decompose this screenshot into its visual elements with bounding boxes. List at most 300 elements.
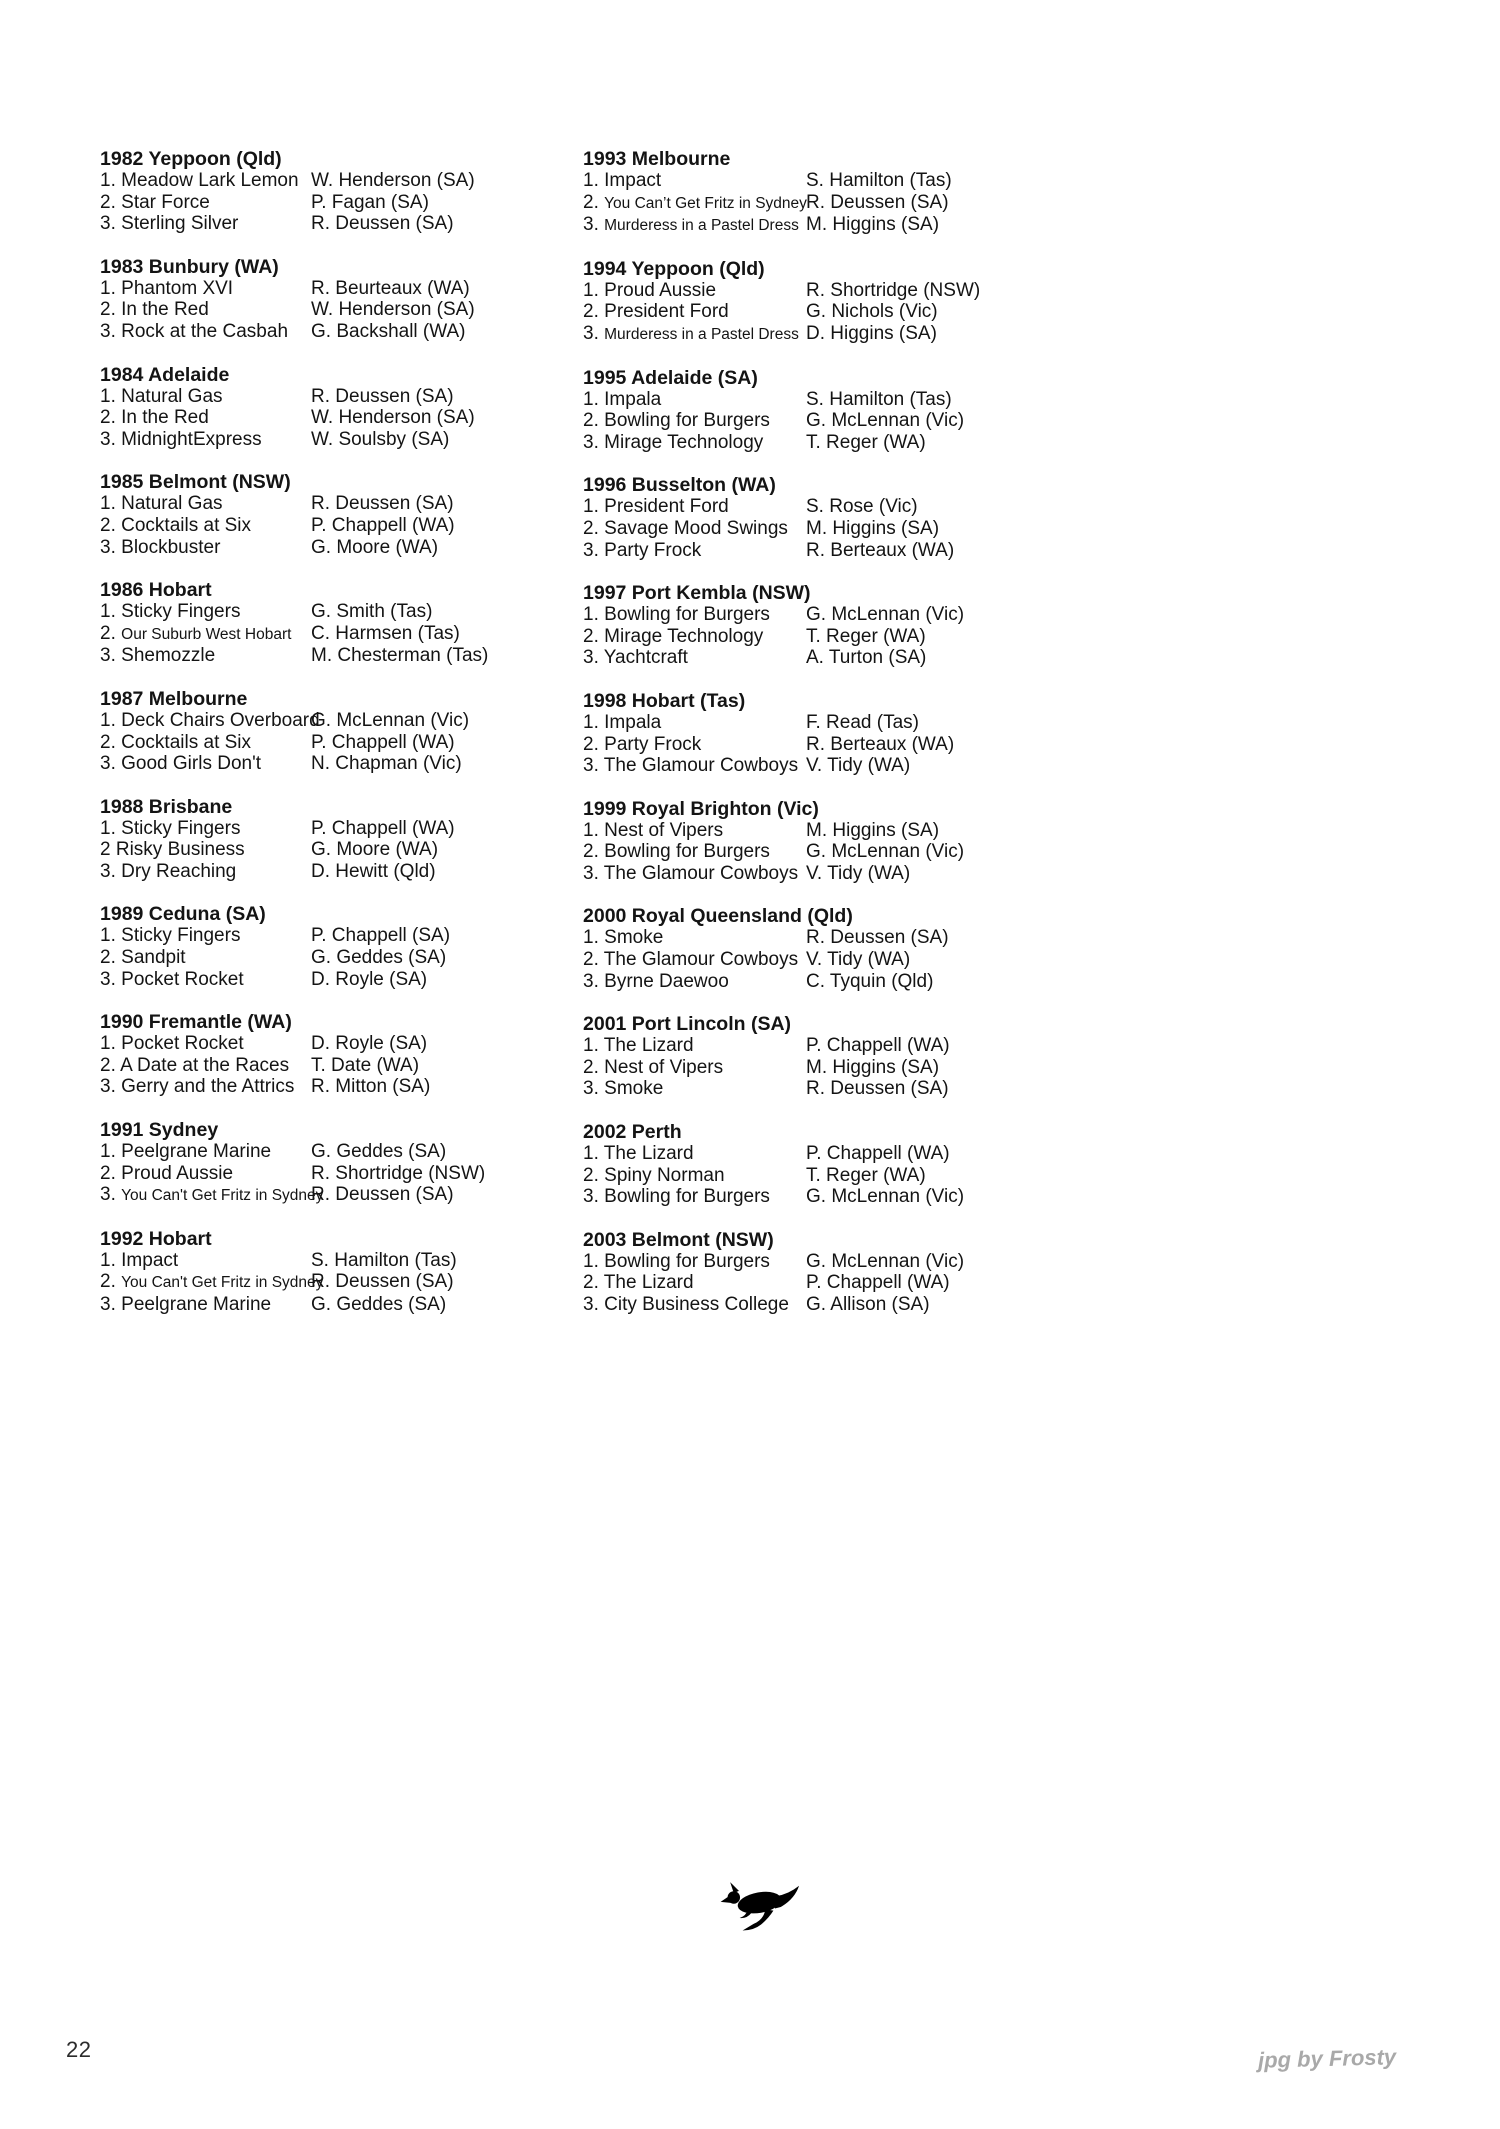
skipper-name: R. Deussen (SA) xyxy=(806,191,949,213)
skipper-name: M. Higgins (SA) xyxy=(806,819,940,841)
place-number: 2. xyxy=(583,517,599,539)
boat-name: Murderess in a Pastel Dress xyxy=(604,325,799,343)
place-number: 1. xyxy=(583,496,599,518)
kangaroo-icon xyxy=(714,1876,802,1938)
result-row xyxy=(583,323,1103,346)
year-location-heading: 1993 Melbourne xyxy=(583,148,731,170)
place-number: 3. xyxy=(100,320,116,342)
skipper-name: R. Mitton (SA) xyxy=(311,1076,431,1098)
result-row xyxy=(583,841,1103,863)
boat-name: Byrne Daewoo xyxy=(604,970,729,992)
place-number: 1. xyxy=(100,925,116,947)
boat-name: Spiny Norman xyxy=(604,1164,725,1186)
skipper-name: V. Tidy (WA) xyxy=(806,755,911,777)
boat-name: Sticky Fingers xyxy=(121,601,241,623)
place-number: 3. xyxy=(583,755,599,777)
result-row xyxy=(583,1078,1103,1100)
year-block xyxy=(100,796,580,883)
place-number: 3. xyxy=(100,753,116,775)
boat-name: Pocket Rocket xyxy=(121,968,244,990)
place-number: 3. xyxy=(100,968,116,990)
result-row xyxy=(583,971,1103,993)
place-number: 3. xyxy=(583,970,599,992)
boat-name: A Date at the Races xyxy=(120,1054,290,1076)
boat-name: Yachtcraft xyxy=(603,647,688,669)
skipper-name: C. Harmsen (Tas) xyxy=(311,622,460,644)
place-number: 3. xyxy=(100,213,116,235)
skipper-name: G. McLennan (Vic) xyxy=(806,1186,965,1208)
year-location-heading: 1987 Melbourne xyxy=(100,687,248,710)
result-row xyxy=(583,432,1103,454)
boat-name: Natural Gas xyxy=(121,385,223,407)
boat-name: Good Girls Don't xyxy=(121,753,261,775)
result-row xyxy=(100,1055,580,1077)
year-location-heading: 1983 Bunbury (WA) xyxy=(100,255,279,278)
boat-name: Impact xyxy=(604,170,662,191)
skipper-name: R. Berteaux (WA) xyxy=(806,539,955,561)
place-number: 1. xyxy=(100,1141,116,1163)
place-number: 2. xyxy=(583,733,599,755)
boat-name: Meadow Lark Lemon xyxy=(121,170,299,191)
year-block xyxy=(583,1013,1103,1100)
place-number: 2. xyxy=(583,625,599,647)
year-block xyxy=(583,258,1103,346)
place-number: 1. xyxy=(583,927,599,949)
place-number: 3. xyxy=(583,1294,599,1315)
skipper-name: D. Higgins (SA) xyxy=(806,322,937,344)
place-number: 1. xyxy=(583,1143,599,1165)
boat-name: The Lizard xyxy=(603,1272,694,1294)
place-number: 3. xyxy=(583,647,599,669)
place-number: 2. xyxy=(583,1056,599,1078)
results-column-left xyxy=(100,148,580,1337)
place-number: 1. xyxy=(100,385,116,407)
boat-name: The Lizard xyxy=(603,1143,694,1165)
boat-name: Shemozzle xyxy=(121,645,216,667)
skipper-name: T. Reger (WA) xyxy=(806,431,926,453)
result-row xyxy=(100,623,580,646)
skipper-name: G. Nichols (Vic) xyxy=(806,301,938,323)
place-number: 1. xyxy=(583,1250,599,1272)
year-block xyxy=(100,148,580,235)
skipper-name: S. Hamilton (Tas) xyxy=(311,1249,457,1271)
result-row xyxy=(100,645,580,667)
boat-name: Gerry and the Attrics xyxy=(121,1076,295,1098)
year-block xyxy=(583,905,1103,992)
boat-name: Smoke xyxy=(604,927,664,949)
result-row xyxy=(583,755,1103,777)
year-location-heading: 1999 Royal Brighton (Vic) xyxy=(583,797,819,820)
place-number: 2 xyxy=(100,839,111,861)
boat-name: The Glamour Cowboys xyxy=(603,755,799,777)
year-location-heading: 1988 Brisbane xyxy=(100,795,233,818)
result-row xyxy=(583,540,1103,562)
boat-name: Impala xyxy=(604,388,662,410)
skipper-name: G. Geddes (SA) xyxy=(311,1294,447,1315)
skipper-name: R. Beurteaux (WA) xyxy=(311,277,470,299)
result-row xyxy=(583,949,1103,971)
result-row xyxy=(583,1251,1103,1273)
place-number: 1. xyxy=(583,819,599,841)
boat-name: Bowling for Burgers xyxy=(604,604,770,626)
year-block xyxy=(583,148,1103,237)
skipper-name: G. Geddes (SA) xyxy=(311,947,447,969)
result-row xyxy=(583,1165,1103,1187)
result-row xyxy=(100,601,580,623)
result-row xyxy=(583,863,1103,885)
skipper-name: R. Deussen (SA) xyxy=(806,1078,949,1100)
result-row xyxy=(100,1250,580,1272)
results-column-right xyxy=(583,148,1103,1337)
result-row xyxy=(100,925,580,947)
place-number: 1. xyxy=(583,711,599,733)
place-number: 1. xyxy=(100,170,116,191)
place-number: 2. xyxy=(583,1272,599,1294)
result-row xyxy=(583,734,1103,756)
result-row xyxy=(100,170,580,192)
result-row xyxy=(583,604,1103,626)
skipper-name: V. Tidy (WA) xyxy=(806,862,911,884)
year-block xyxy=(100,579,580,667)
year-block xyxy=(100,1011,580,1098)
result-row xyxy=(100,493,580,515)
year-location-heading: 2002 Perth xyxy=(583,1121,682,1144)
place-number: 2. xyxy=(583,301,599,323)
boat-name: Peelgrane Marine xyxy=(121,1141,272,1163)
result-row xyxy=(100,192,580,214)
result-row xyxy=(583,518,1103,540)
page-number: 22 xyxy=(66,2037,92,2062)
skipper-name: W. Henderson (SA) xyxy=(311,299,475,321)
skipper-name: T. Reger (WA) xyxy=(806,1164,926,1186)
year-block xyxy=(100,1119,580,1207)
skipper-name: W. Soulsby (SA) xyxy=(311,428,450,450)
boat-name: Blockbuster xyxy=(121,536,221,558)
skipper-name: G. Allison (SA) xyxy=(806,1294,930,1315)
year-location-heading: 2003 Belmont (NSW) xyxy=(583,1228,774,1251)
skipper-name: G. McLennan (Vic) xyxy=(806,604,965,626)
result-row xyxy=(583,647,1103,669)
skipper-name: M. Chesterman (Tas) xyxy=(311,645,489,667)
place-number: 2. xyxy=(583,410,599,432)
result-row xyxy=(583,1186,1103,1208)
result-row xyxy=(100,515,580,537)
skipper-name: G. McLennan (Vic) xyxy=(806,410,965,432)
result-row xyxy=(100,278,580,300)
boat-name: President Ford xyxy=(604,301,729,323)
result-row xyxy=(100,537,580,559)
boat-name: Impala xyxy=(604,711,662,733)
skipper-name: S. Hamilton (Tas) xyxy=(806,388,952,410)
result-row xyxy=(100,1271,580,1294)
place-number: 1. xyxy=(100,601,116,623)
year-block xyxy=(100,688,580,775)
result-row xyxy=(100,299,580,321)
skipper-name: R. Berteaux (WA) xyxy=(806,733,955,755)
year-block xyxy=(100,471,580,558)
year-location-heading: 1986 Hobart xyxy=(100,579,212,602)
place-number: 1. xyxy=(583,388,599,410)
result-row xyxy=(100,969,580,991)
skipper-name: P. Chappell (WA) xyxy=(311,731,455,753)
boat-name: Risky Business xyxy=(115,839,245,861)
year-block xyxy=(100,1228,580,1316)
place-number: 3. xyxy=(100,645,116,667)
place-number: 1. xyxy=(583,279,599,301)
boat-name: The Glamour Cowboys xyxy=(603,949,799,971)
skipper-name: R. Deussen (SA) xyxy=(311,385,454,407)
year-block xyxy=(583,1229,1103,1316)
boat-name: Savage Mood Swings xyxy=(604,517,788,539)
year-location-heading: 1997 Port Kembla (NSW) xyxy=(583,582,811,605)
result-row xyxy=(583,301,1103,323)
place-number: 3. xyxy=(100,1184,116,1206)
year-location-heading: 1990 Fremantle (WA) xyxy=(100,1011,292,1034)
skipper-name: R. Deussen (SA) xyxy=(311,213,454,235)
result-row xyxy=(100,732,580,754)
place-number: 2. xyxy=(583,1164,599,1186)
skipper-name: R. Deussen (SA) xyxy=(311,1184,454,1206)
skipper-name: G. McLennan (Vic) xyxy=(311,709,470,731)
place-number: 3. xyxy=(100,1294,116,1315)
place-number: 2. xyxy=(583,841,599,863)
skipper-name: W. Henderson (SA) xyxy=(311,407,475,429)
place-number: 1. xyxy=(100,277,116,299)
result-row xyxy=(583,389,1103,411)
skipper-name: P. Chappell (WA) xyxy=(806,1143,950,1165)
year-location-heading: 1982 Yeppoon (Qld) xyxy=(100,148,282,170)
place-number: 3. xyxy=(583,1186,599,1208)
year-block xyxy=(100,364,580,451)
skipper-name: P. Chappell (WA) xyxy=(311,817,455,839)
skipper-name: S. Hamilton (Tas) xyxy=(806,170,952,191)
place-number: 2. xyxy=(100,299,116,321)
place-number: 1. xyxy=(100,817,116,839)
result-row xyxy=(100,1184,580,1207)
boat-name: You Can't Get Fritz in Sydney xyxy=(121,1187,324,1205)
skipper-name: P. Chappell (WA) xyxy=(806,1035,950,1057)
place-number: 3. xyxy=(100,428,116,450)
result-row xyxy=(100,321,580,343)
skipper-name: P. Chappell (SA) xyxy=(311,925,451,947)
place-number: 2. xyxy=(100,191,116,213)
skipper-name: A. Turton (SA) xyxy=(806,647,927,669)
year-location-heading: 1992 Hobart xyxy=(100,1227,212,1250)
boat-name: Sterling Silver xyxy=(121,213,239,235)
year-location-heading: 1991 Sydney xyxy=(100,1119,219,1142)
place-number: 3. xyxy=(583,1078,599,1100)
place-number: 2. xyxy=(100,407,116,429)
boat-name: Phantom XVI xyxy=(121,277,234,299)
skipper-name: S. Rose (Vic) xyxy=(806,496,918,518)
boat-name: You Can’t Get Fritz in Sydney xyxy=(604,194,807,212)
boat-name: Bowling for Burgers xyxy=(604,410,770,432)
place-number: 3. xyxy=(583,539,599,561)
result-row xyxy=(583,1057,1103,1079)
boat-name: Cocktails at Six xyxy=(121,731,252,753)
skipper-name: G. Geddes (SA) xyxy=(311,1141,447,1163)
place-number: 1. xyxy=(583,604,599,626)
boat-name: In the Red xyxy=(121,299,209,321)
place-number: 2. xyxy=(583,949,599,971)
boat-name: Our Suburb West Hobart xyxy=(121,625,292,643)
skipper-name: T. Date (WA) xyxy=(311,1054,420,1076)
place-number: 3. xyxy=(100,1076,116,1098)
boat-name: Star Force xyxy=(121,191,210,213)
boat-name: Dry Reaching xyxy=(121,860,237,882)
boat-name: Deck Chairs Overboard xyxy=(121,709,320,731)
year-location-heading: 1984 Adelaide xyxy=(100,363,230,386)
boat-name: Nest of Vipers xyxy=(604,1056,724,1078)
year-location-heading: 1995 Adelaide (SA) xyxy=(583,366,758,389)
boat-name: Sticky Fingers xyxy=(121,817,241,839)
place-number: 3. xyxy=(583,431,599,453)
year-block xyxy=(100,903,580,990)
skipper-name: R. Deussen (SA) xyxy=(806,927,949,949)
result-row xyxy=(100,753,580,775)
year-block xyxy=(583,798,1103,885)
result-row xyxy=(100,818,580,840)
place-number: 2. xyxy=(100,514,116,536)
boat-name: Mirage Technology xyxy=(604,431,764,453)
skipper-name: M. Higgins (SA) xyxy=(806,214,940,236)
result-row xyxy=(100,1076,580,1098)
skipper-name: G. Smith (Tas) xyxy=(311,601,433,623)
boat-name: Murderess in a Pastel Dress xyxy=(604,217,799,235)
skipper-name: V. Tidy (WA) xyxy=(806,949,911,971)
boat-name: The Lizard xyxy=(603,1035,694,1057)
place-number: 1. xyxy=(583,170,599,191)
boat-name: Nest of Vipers xyxy=(604,819,724,841)
boat-name: You Can't Get Fritz in Sydney xyxy=(121,1274,324,1292)
year-block xyxy=(583,474,1103,561)
place-number: 2. xyxy=(100,731,116,753)
year-location-heading: 1989 Ceduna (SA) xyxy=(100,903,266,926)
place-number: 3. xyxy=(583,862,599,884)
boat-name: Sandpit xyxy=(121,947,186,969)
result-row xyxy=(100,861,580,883)
skipper-name: P. Chappell (WA) xyxy=(806,1272,950,1294)
boat-name: In the Red xyxy=(121,407,209,429)
place-number: 1. xyxy=(100,493,116,515)
result-row xyxy=(100,386,580,408)
skipper-name: G. McLennan (Vic) xyxy=(806,1250,965,1272)
skipper-name: R. Deussen (SA) xyxy=(311,1271,454,1293)
boat-name: City Business College xyxy=(604,1294,789,1315)
place-number: 2. xyxy=(100,622,116,644)
skipper-name: G. McLennan (Vic) xyxy=(806,841,965,863)
boat-name: Impact xyxy=(121,1249,179,1271)
result-row xyxy=(100,710,580,732)
boat-name: Mirage Technology xyxy=(604,625,764,647)
year-location-heading: 1998 Hobart (Tas) xyxy=(583,689,746,712)
year-block xyxy=(583,1121,1103,1208)
skipper-name: T. Reger (WA) xyxy=(806,625,926,647)
skipper-name: P. Chappell (WA) xyxy=(311,514,455,536)
result-row xyxy=(100,213,580,235)
place-number: 2. xyxy=(100,1271,116,1293)
year-location-heading: 2000 Royal Queensland (Qld) xyxy=(583,905,853,928)
boat-name: Proud Aussie xyxy=(604,279,717,301)
boat-name: Pocket Rocket xyxy=(121,1033,244,1055)
skipper-name: R. Shortridge (NSW) xyxy=(311,1162,486,1184)
result-row xyxy=(583,1272,1103,1294)
place-number: 3. xyxy=(100,860,116,882)
boat-name: MidnightExpress xyxy=(121,428,262,450)
boat-name: Peelgrane Marine xyxy=(121,1294,272,1315)
result-row xyxy=(583,170,1103,192)
skipper-name: G. Backshall (WA) xyxy=(311,320,466,342)
skipper-name: M. Higgins (SA) xyxy=(806,517,940,539)
result-row xyxy=(100,1163,580,1185)
place-number: 3. xyxy=(583,322,599,344)
year-block xyxy=(583,582,1103,669)
skipper-name: F. Read (Tas) xyxy=(806,711,919,733)
place-number: 1. xyxy=(100,1033,116,1055)
year-location-heading: 1985 Belmont (NSW) xyxy=(100,471,291,494)
skipper-name: C. Tyquin (Qld) xyxy=(806,970,934,992)
result-row xyxy=(583,626,1103,648)
year-location-heading: 2001 Port Lincoln (SA) xyxy=(583,1013,792,1036)
boat-name: Bowling for Burgers xyxy=(604,1250,770,1272)
result-row xyxy=(100,947,580,969)
boat-name: Party Frock xyxy=(604,733,702,755)
result-row xyxy=(100,1141,580,1163)
result-row xyxy=(100,839,580,861)
result-row xyxy=(583,214,1103,237)
result-row xyxy=(583,496,1103,518)
result-row xyxy=(100,429,580,451)
result-row xyxy=(583,927,1103,949)
skipper-name: D. Royle (SA) xyxy=(311,968,428,990)
skipper-name: D. Hewitt (Qld) xyxy=(311,860,436,882)
boat-name: The Glamour Cowboys xyxy=(603,862,799,884)
place-number: 3. xyxy=(100,536,116,558)
skipper-name: R. Shortridge (NSW) xyxy=(806,279,981,301)
result-row xyxy=(583,712,1103,734)
result-row xyxy=(583,280,1103,302)
place-number: 2. xyxy=(100,1054,116,1076)
boat-name: Sticky Fingers xyxy=(121,925,241,947)
result-row xyxy=(583,1035,1103,1057)
boat-name: Cocktails at Six xyxy=(121,514,252,536)
boat-name: Proud Aussie xyxy=(121,1162,234,1184)
result-row xyxy=(583,1143,1103,1165)
result-row xyxy=(583,192,1103,215)
result-row xyxy=(583,820,1103,842)
skipper-name: D. Royle (SA) xyxy=(311,1033,428,1055)
boat-name: President Ford xyxy=(604,496,729,518)
boat-name: Smoke xyxy=(604,1078,664,1100)
boat-name: Rock at the Casbah xyxy=(121,320,289,342)
skipper-name: N. Chapman (Vic) xyxy=(311,753,462,775)
place-number: 1. xyxy=(583,1035,599,1057)
year-block xyxy=(583,690,1103,777)
boat-name: Party Frock xyxy=(604,539,702,561)
place-number: 1. xyxy=(100,1249,116,1271)
skipper-name: G. Moore (WA) xyxy=(311,536,439,558)
year-location-heading: 1994 Yeppoon (Qld) xyxy=(583,257,765,280)
skipper-name: M. Higgins (SA) xyxy=(806,1056,940,1078)
result-row xyxy=(100,407,580,429)
year-location-heading: 1996 Busselton (WA) xyxy=(583,474,776,497)
result-row xyxy=(583,1294,1103,1316)
skipper-name: R. Deussen (SA) xyxy=(311,493,454,515)
result-row xyxy=(100,1294,580,1316)
result-row xyxy=(100,1033,580,1055)
skipper-name: W. Henderson (SA) xyxy=(311,170,475,191)
skipper-name: P. Fagan (SA) xyxy=(311,191,429,213)
